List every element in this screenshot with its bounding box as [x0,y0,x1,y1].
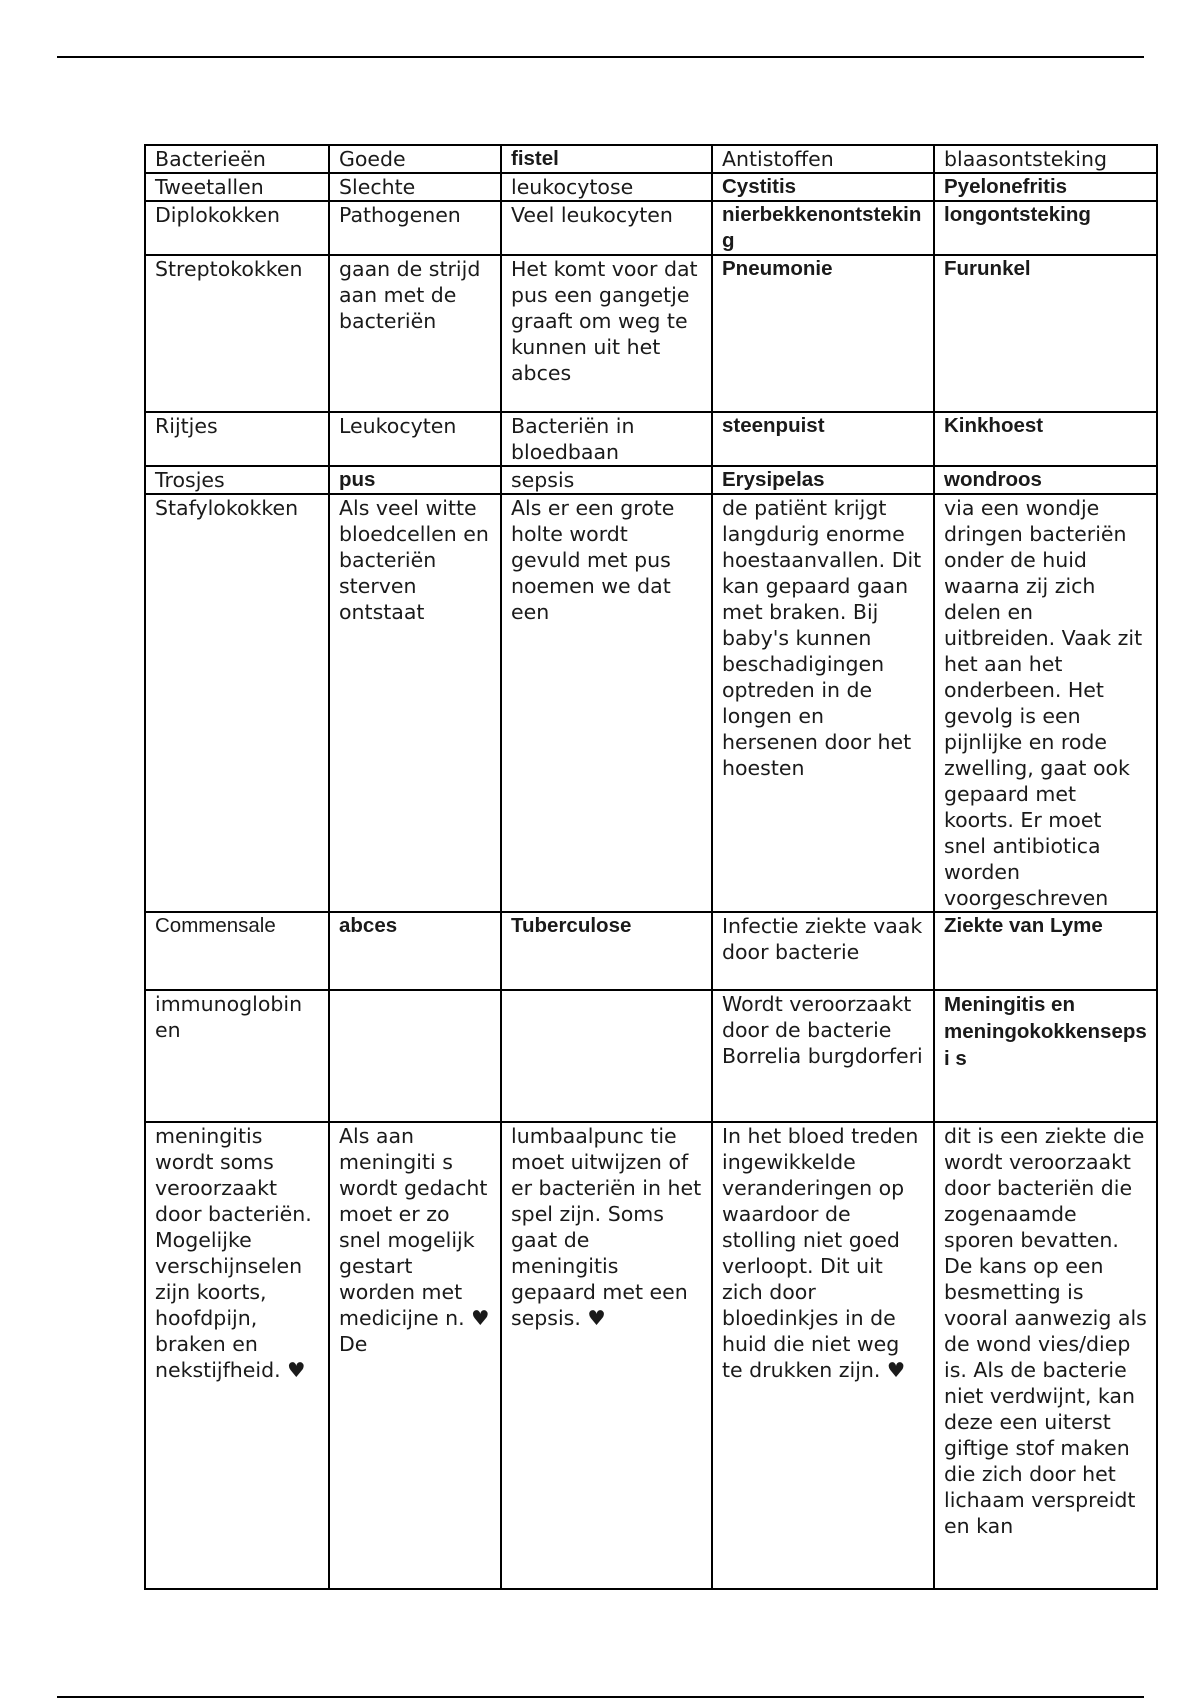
table-cell: blaasontsteking [934,145,1157,173]
table-cell: leukocytose [501,173,712,201]
table-cell: gaan de strijd aan met de bacteriën [329,255,501,412]
header-rule [57,56,1144,58]
table-cell: via een wondje dringen bacteriën onder de huid waarna zij zich delen en uitbreiden. Vaak zit het aan het onderbeen. Het gevolg is een pijnlijke en rode zwelling, gaat ook gepaard met koorts. Er moet snel antibiotica worden voorgeschreven [934,494,1157,912]
table-row [145,494,1157,912]
table-row [145,1122,1157,1589]
table-row [145,145,1157,173]
table-cell: pus [329,466,501,494]
table-cell: Ziekte van Lyme [934,912,1157,990]
table-cell: Als veel witte bloedcellen en bacteriën sterven ontstaat [329,494,501,912]
table-row [145,912,1157,990]
table-cell: fistel [501,145,712,173]
table-row [145,201,1157,255]
table-cell: Diplokokken [145,201,329,255]
table-row [145,990,1157,1122]
table-cell: In het bloed treden ingewikkelde veranderingen op waardoor de stolling niet goed verloopt. Dit uit zich door bloedinkjes in de huid die niet weg te drukken zijn. ♥ [712,1122,934,1589]
table-cell: Pneumonie [712,255,934,412]
table-cell: abces [329,912,501,990]
table-cell [329,990,501,1122]
table-cell: meningitis wordt soms veroorzaakt door bacteriën. Mogelijke verschijnselen zijn koorts, hoofdpijn, braken en nekstijfheid. ♥ [145,1122,329,1589]
table-cell: wondroos [934,466,1157,494]
table-cell: Furunkel [934,255,1157,412]
table-cell: Kinkhoest [934,412,1157,466]
table-cell: steenpuist [712,412,934,466]
table-cell: Pyelonefritis [934,173,1157,201]
flashcard-table [144,144,1158,1590]
table-cell: Antistoffen [712,145,934,173]
table-row [145,466,1157,494]
table-cell: Bacterieën [145,145,329,173]
table-cell: Meningitis en meningokokkensepsi s [934,990,1157,1122]
table-cell: dit is een ziekte die wordt veroorzaakt door bacteriën die zogenaamde sporen bevatten. De kans op een besmetting is vooral aanwezig als de wond vies/diep is. Als de bacterie niet verdwijnt, kan deze een uiterst giftige stof maken die zich door het lichaam verspreidt en kan [934,1122,1157,1589]
table-cell: Pathogenen [329,201,501,255]
table-cell: Wordt veroorzaakt door de bacterie Borrelia burgdorferi [712,990,934,1122]
table-cell: Veel leukocyten [501,201,712,255]
table-cell: Tweetallen [145,173,329,201]
table-cell: Erysipelas [712,466,934,494]
table-cell: Als er een grote holte wordt gevuld met pus noemen we dat een [501,494,712,912]
table-cell: Leukocyten [329,412,501,466]
table-cell: longontsteking [934,201,1157,255]
table-cell: Het komt voor dat pus een gangetje graaft om weg te kunnen uit het abces [501,255,712,412]
table-cell: Als aan meningiti s wordt gedacht moet er zo snel mogelijk gestart worden met medicijne n. ♥ De [329,1122,501,1589]
table-cell: Rijtjes [145,412,329,466]
table-cell: Trosjes [145,466,329,494]
table-cell [501,990,712,1122]
footer-rule [57,1696,1144,1698]
table-cell: Commensale [145,912,329,990]
table-cell: Streptokokken [145,255,329,412]
table-cell: Infectie ziekte vaak door bacterie [712,912,934,990]
table-cell: Stafylokokken [145,494,329,912]
table-cell: Slechte [329,173,501,201]
table-cell: Tuberculose [501,912,712,990]
table-cell: nierbekkenontsteking [712,201,934,255]
table-row [145,255,1157,412]
table-cell: Bacteriën in bloedbaan [501,412,712,466]
table-row [145,412,1157,466]
table-cell: Goede [329,145,501,173]
table-cell: Cystitis [712,173,934,201]
table-cell: de patiënt krijgt langdurig enorme hoestaanvallen. Dit kan gepaard gaan met braken. Bij baby's kunnen beschadigingen optreden in de longen en hersenen door het hoesten [712,494,934,912]
table-cell: immunoglobin en [145,990,329,1122]
table-cell: sepsis [501,466,712,494]
table-cell: lumbaalpunc tie moet uitwijzen of er bacteriën in het spel zijn. Soms gaat de meningitis gepaard met een sepsis. ♥ [501,1122,712,1589]
table-row [145,173,1157,201]
